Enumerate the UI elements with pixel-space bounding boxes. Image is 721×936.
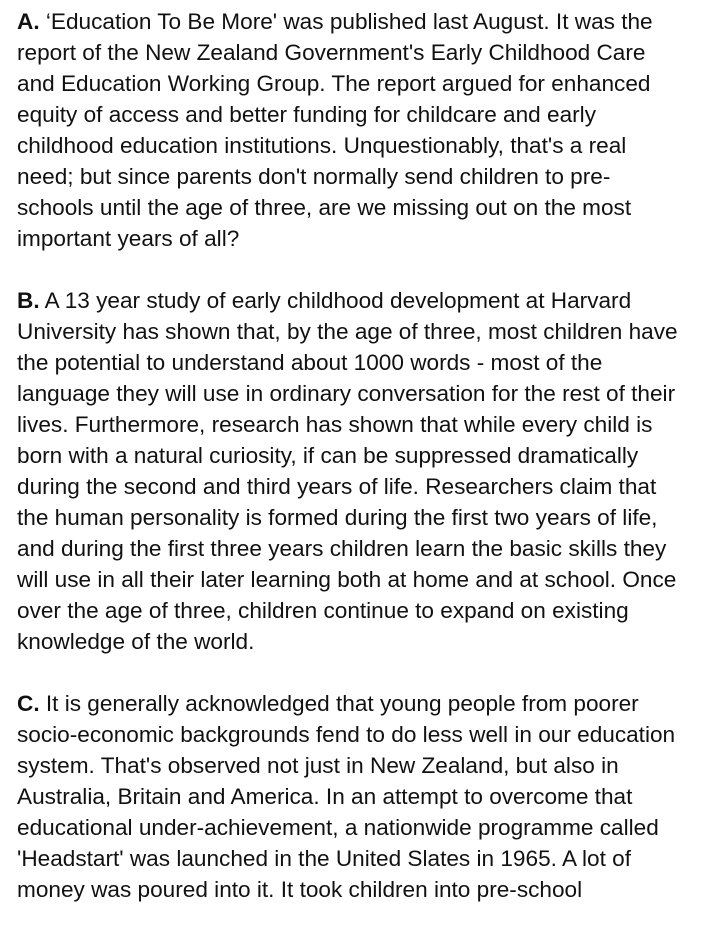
text-line: childhood education institutions. Unquestionably, that's a real xyxy=(17,133,627,158)
text-line: knowledge of the world. xyxy=(17,629,255,654)
text-line: 'Headstart' was launched in the United Slates in 1965. A lot of xyxy=(17,846,632,871)
text-line: money was poured into it. It took children into pre-school xyxy=(17,877,583,902)
text-line: during the second and third years of life. Researchers claim that xyxy=(17,474,657,499)
document-body xyxy=(17,6,717,936)
text-line: language they will use in ordinary conversation for the rest of their xyxy=(17,381,676,406)
text-line: will use in all their later learning both at home and at school. Once xyxy=(17,567,677,592)
paragraph-a xyxy=(17,6,717,254)
paragraph-c xyxy=(17,688,717,905)
text-line: schools until the age of three, are we missing out on the most xyxy=(17,195,632,220)
text-line: University has shown that, by the age of three, most children have xyxy=(17,319,678,344)
text-line: and during the first three years children learn the basic skills they xyxy=(17,536,667,561)
text-line: report of the New Zealand Government's Early Childhood Care xyxy=(17,40,646,65)
text-line: important years of all? xyxy=(17,226,240,251)
text-line: equity of access and better funding for childcare and early xyxy=(17,102,596,127)
text-line: born with a natural curiosity, if can be suppressed dramatically xyxy=(17,443,639,468)
text-line: lives. Furthermore, research has shown that while every child is xyxy=(17,412,653,437)
text-line: system. That's observed not just in New Zealand, but also in xyxy=(17,753,619,778)
text-line: Australia, Britain and America. In an attempt to overcome that xyxy=(17,784,633,809)
text-line: the potential to understand about 1000 words - most of the xyxy=(17,350,603,375)
text-line: A. ‘Education To Be More' was published last August. It was the xyxy=(17,9,653,34)
paragraph-letter: B. xyxy=(17,288,40,313)
text-line: B. A 13 year study of early childhood development at Harvard xyxy=(17,288,632,313)
paragraph-letter: A. xyxy=(17,9,40,34)
text-line: educational under-achievement, a nationwide programme called xyxy=(17,815,659,840)
text-line: socio-economic backgrounds fend to do less well in our education xyxy=(17,722,676,747)
text-line: over the age of three, children continue to expand on existing xyxy=(17,598,629,623)
text-line: C. It is generally acknowledged that young people from poorer xyxy=(17,691,639,716)
text-line: need; but since parents don't normally send children to pre- xyxy=(17,164,611,189)
paragraph-letter: C. xyxy=(17,691,40,716)
text-line: the human personality is formed during the first two years of life, xyxy=(17,505,658,530)
paragraph-b xyxy=(17,285,717,657)
text-line: and Education Working Group. The report argued for enhanced xyxy=(17,71,651,96)
